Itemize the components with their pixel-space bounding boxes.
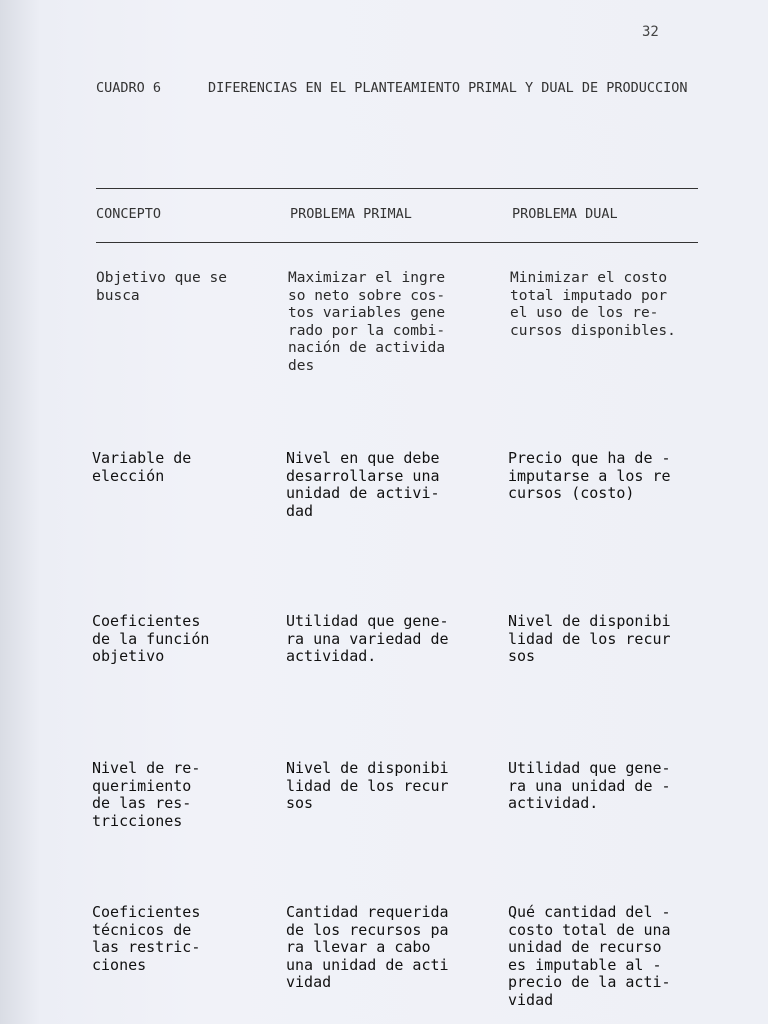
cell-dual: Precio que ha de - imputarse a los re cursos (costo) [508, 449, 671, 502]
table-top-rule [96, 188, 698, 189]
page-number: 32 [642, 24, 659, 40]
cell-dual: Utilidad que gene- ra una unidad de - actividad. [508, 759, 671, 812]
cell-concepto: Objetivo que se busca [96, 270, 227, 304]
cell-dual: Qué cantidad del - costo total de una unidad de recurso es imputable al - precio de la acti- vidad [508, 903, 671, 1009]
cell-concepto: Coeficientes técnicos de las restric- ciones [92, 903, 201, 974]
header-concepto: CONCEPTO [96, 206, 162, 222]
header-problema-dual: PROBLEMA DUAL [512, 206, 618, 222]
cell-concepto: Nivel de re- querimiento de las res- tricciones [92, 759, 201, 830]
table-header-rule [96, 242, 698, 243]
caption-title: DIFERENCIAS EN EL PLANTEAMIENTO PRIMAL Y DUAL DE PRODUCCION [208, 80, 688, 96]
cell-primal: Nivel de disponibi lidad de los recur sos [286, 759, 449, 812]
cell-dual: Minimizar el costo total imputado por el uso de los re- cursos disponibles. [510, 270, 676, 339]
header-problema-primal: PROBLEMA PRIMAL [290, 206, 412, 222]
cell-primal: Maximizar el ingre so neto sobre cos- tos variables gene rado por la combi- nación de activida des [288, 270, 446, 374]
cell-primal: Utilidad que gene- ra una variedad de actividad. [286, 612, 449, 665]
cell-concepto: Variable de elección [92, 449, 192, 485]
cell-primal: Cantidad requerida de los recursos pa ra llevar a cabo una unidad de acti vidad [286, 903, 449, 991]
caption-label: CUADRO 6 [96, 80, 162, 96]
cell-primal: Nivel en que debe desarrollarse una unidad de activi- dad [286, 449, 440, 520]
cell-concepto: Coeficientes de la función objetivo [92, 612, 210, 665]
cell-dual: Nivel de disponibi lidad de los recur sos [508, 612, 671, 665]
